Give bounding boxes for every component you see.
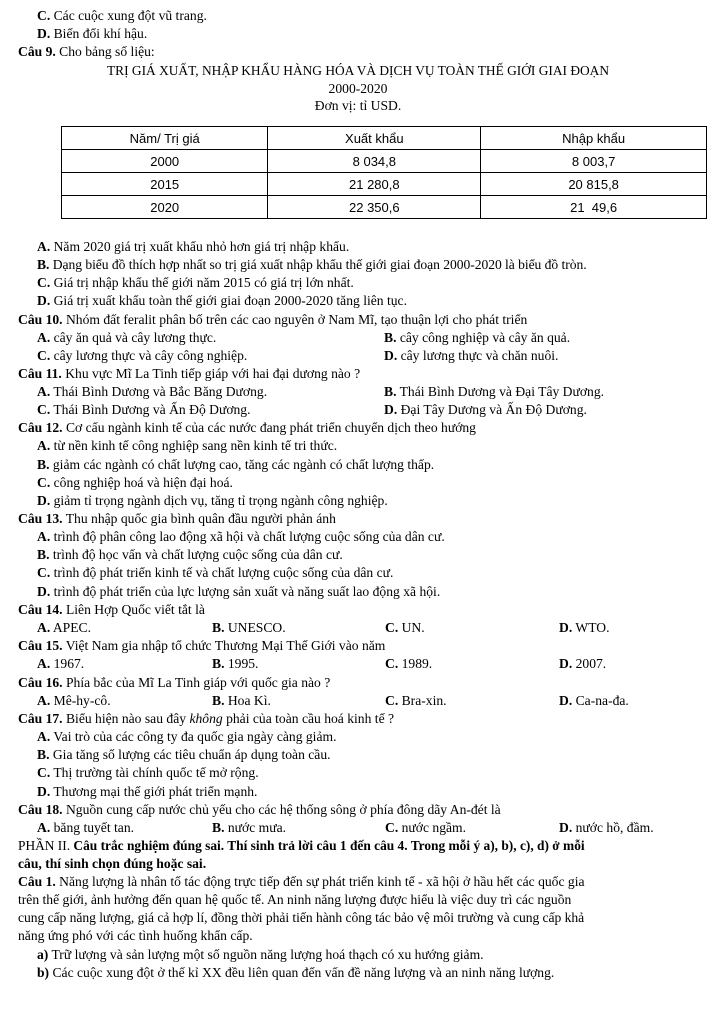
p2q1-item-a: a) Trữ lượng và sản lượng một số nguồn năng lượng hoá thạch có xu hướng giảm. — [37, 947, 484, 962]
q14-option-a: A. APEC. — [37, 620, 92, 635]
table-header-cell: Năm/ Trị giá — [62, 127, 268, 150]
q18-option-d: D. nước hồ, đầm. — [559, 820, 654, 835]
q17-option-a: A. Vai trò của các công ty đa quốc gia ngày càng giảm. — [37, 729, 337, 744]
p2q1-item-b: b) Các cuộc xung đột ở thế kỉ XX đều liên quan đến vấn đề năng lượng và an ninh năng lượng. — [37, 965, 555, 980]
table-cell: 22 350,6 — [268, 196, 481, 219]
part2-heading-cont: câu, thí sinh chọn đúng hoặc sai. — [18, 856, 207, 871]
q14-option-b: B. UNESCO. — [212, 620, 286, 635]
p2q1-line-3: cung cấp năng lượng, giá cả hợp lí, đồng thời phải tiến hành công tác bảo vệ môi trường và cung cấp khả — [18, 910, 585, 925]
p2q1-line-1: Câu 1. Năng lượng là nhân tố tác động trực tiếp đến sự phát triển kinh tế - xã hội ở hầu hết các quốc gia — [18, 874, 585, 889]
q17-option-c: C. Thị trường tài chính quốc tế mở rộng. — [37, 765, 259, 780]
q13-option-a: A. trình độ phân công lao động xã hội và chất lượng cuộc sống của dân cư. — [37, 529, 445, 544]
q18-option-c: C. nước ngầm. — [385, 820, 467, 835]
q13-option-d: D. trình độ phát triển của lực lượng sản xuất và năng suất lao động xã hội. — [37, 584, 441, 599]
q17-option-b: B. Gia tăng số lượng các tiêu chuẩn áp dụng toàn cầu. — [37, 747, 331, 762]
q15-option-d: D. 2007. — [559, 656, 607, 671]
q10-stem: Câu 10. Nhóm đất feralit phân bố trên các cao nguyên ở Nam Mĩ, tạo thuận lợi cho phát triển — [18, 312, 528, 327]
p2q1-line-4: năng ứng phó với các tình huống khẩn cấp. — [18, 928, 253, 943]
q13-option-c: C. trình độ phát triển kinh tế và chất lượng cuộc sống của dân cư. — [37, 565, 394, 580]
q18-stem: Câu 18. Nguồn cung cấp nước chủ yếu cho các hệ thống sông ở phía đông dãy An-đét là — [18, 802, 501, 817]
q9-option-b: B. Dạng biểu đồ thích hợp nhất so trị giá xuất nhập khẩu thế giới giai đoạn 2000-2020 là biểu đồ tròn. — [37, 257, 587, 272]
table-cell: 2000 — [62, 150, 268, 173]
table-row — [62, 196, 707, 219]
q11-option-d: D. Đại Tây Dương và Ấn Độ Dương. — [384, 402, 587, 417]
q18-option-b: B. nước mưa. — [212, 820, 287, 835]
q9-stem: Câu 9. Cho bảng số liệu: — [18, 44, 155, 59]
p2q1-line-2: trên thế giới, ảnh hưởng đến quan hệ quốc tế. An ninh năng lượng được hiểu là việc duy trì các nguồn — [18, 892, 572, 907]
table-cell: 2020 — [62, 196, 268, 219]
q12-option-d: D. giảm tỉ trọng ngành dịch vụ, tăng tỉ trọng ngành công nghiệp. — [37, 493, 388, 508]
table-cell: 8 003,7 — [481, 150, 707, 173]
q9-table-title: TRỊ GIÁ XUẤT, NHẬP KHẨU HÀNG HÓA VÀ DỊCH VỤ TOÀN THẾ GIỚI GIAI ĐOẠN — [107, 63, 609, 78]
table-cell: 2015 — [62, 173, 268, 196]
q16-option-c: C. Bra-xin. — [385, 693, 447, 708]
q12-option-c: C. công nghiệp hoá và hiện đại hoá. — [37, 475, 233, 490]
q18-option-a: A. băng tuyết tan. — [37, 820, 135, 835]
table-cell: 21 280,8 — [268, 173, 481, 196]
q9-option-c: C. Giá trị nhập khẩu thế giới năm 2015 có giá trị lớn nhất. — [37, 275, 354, 290]
q9-data-table — [61, 126, 707, 219]
table-cell: 20 815,8 — [481, 173, 707, 196]
table-row — [62, 173, 707, 196]
q11-stem: Câu 11. Khu vực Mĩ La Tinh tiếp giáp với hai đại dương nào ? — [18, 366, 361, 381]
q11-option-b: B. Thái Bình Dương và Đại Tây Dương. — [384, 384, 605, 399]
q11-option-a: A. Thái Bình Dương và Bắc Băng Dương. — [37, 384, 268, 399]
table-row — [62, 150, 707, 173]
q10-option-a: A. cây ăn quả và cây lương thực. — [37, 330, 217, 345]
q12-option-b: B. giảm các ngành có chất lượng cao, tăng các ngành có chất lượng thấp. — [37, 457, 435, 472]
q13-stem: Câu 13. Thu nhập quốc gia bình quân đầu người phản ánh — [18, 511, 336, 526]
q15-option-b: B. 1995. — [212, 656, 259, 671]
q16-option-a: A. Mê-hy-cô. — [37, 693, 111, 708]
q17-option-d: D. Thương mại thế giới phát triển mạnh. — [37, 784, 258, 799]
q9-option-a: A. Năm 2020 giá trị xuất khẩu nhỏ hơn giá trị nhập khẩu. — [37, 239, 350, 254]
q10-option-b: B. cây công nghiệp và cây ăn quả. — [384, 330, 571, 345]
q14-option-d: D. WTO. — [559, 620, 610, 635]
q10-option-d: D. cây lương thực và chăn nuôi. — [384, 348, 559, 363]
q14-option-c: C. UN. — [385, 620, 425, 635]
q11-option-c: C. Thái Bình Dương và Ấn Độ Dương. — [37, 402, 251, 417]
q12-option-a: A. từ nền kinh tế công nghiệp sang nền kinh tế tri thức. — [37, 438, 338, 453]
q14-stem: Câu 14. Liên Hợp Quốc viết tắt là — [18, 602, 205, 617]
q9-table-title-years: 2000-2020 — [328, 81, 388, 96]
q8-option-c: C. Các cuộc xung đột vũ trang. — [37, 8, 207, 23]
q16-stem: Câu 16. Phía bắc của Mĩ La Tinh giáp với quốc gia nào ? — [18, 675, 331, 690]
q9-table-unit: Đơn vị: tỉ USD. — [314, 98, 402, 113]
q16-option-b: B. Hoa Kì. — [212, 693, 271, 708]
q15-option-a: A. 1967. — [37, 656, 85, 671]
q15-stem: Câu 15. Việt Nam gia nhập tổ chức Thương Mại Thế Giới vào năm — [18, 638, 386, 653]
part2-heading: PHẦN II. Câu trắc nghiệm đúng sai. Thí sinh trả lời câu 1 đến câu 4. Trong mỗi ý a), b), c), d) ở mỗi — [18, 838, 585, 853]
table-header-cell: Xuất khẩu — [268, 127, 481, 150]
q8-option-d: D. Biến đổi khí hậu. — [37, 26, 148, 41]
q16-option-d: D. Ca-na-đa. — [559, 693, 629, 708]
table-header-cell: Nhập khẩu — [481, 127, 707, 150]
q10-option-c: C. cây lương thực và cây công nghiệp. — [37, 348, 248, 363]
table-cell: 21 49,6 — [481, 196, 707, 219]
q9-option-d: D. Giá trị xuất khẩu toàn thế giới giai đoạn 2000-2020 tăng liên tục. — [37, 293, 407, 308]
table-cell: 8 034,8 — [268, 150, 481, 173]
q12-stem: Câu 12. Cơ cấu ngành kinh tế của các nước đang phát triển chuyển dịch theo hướng — [18, 420, 476, 435]
table-header-row — [62, 127, 707, 150]
q13-option-b: B. trình độ học vấn và chất lượng cuộc sống của dân cư. — [37, 547, 343, 562]
q15-option-c: C. 1989. — [385, 656, 433, 671]
q17-stem: Câu 17. Biểu hiện nào sau đây không phải của toàn cầu hoá kinh tế ? — [18, 711, 395, 726]
